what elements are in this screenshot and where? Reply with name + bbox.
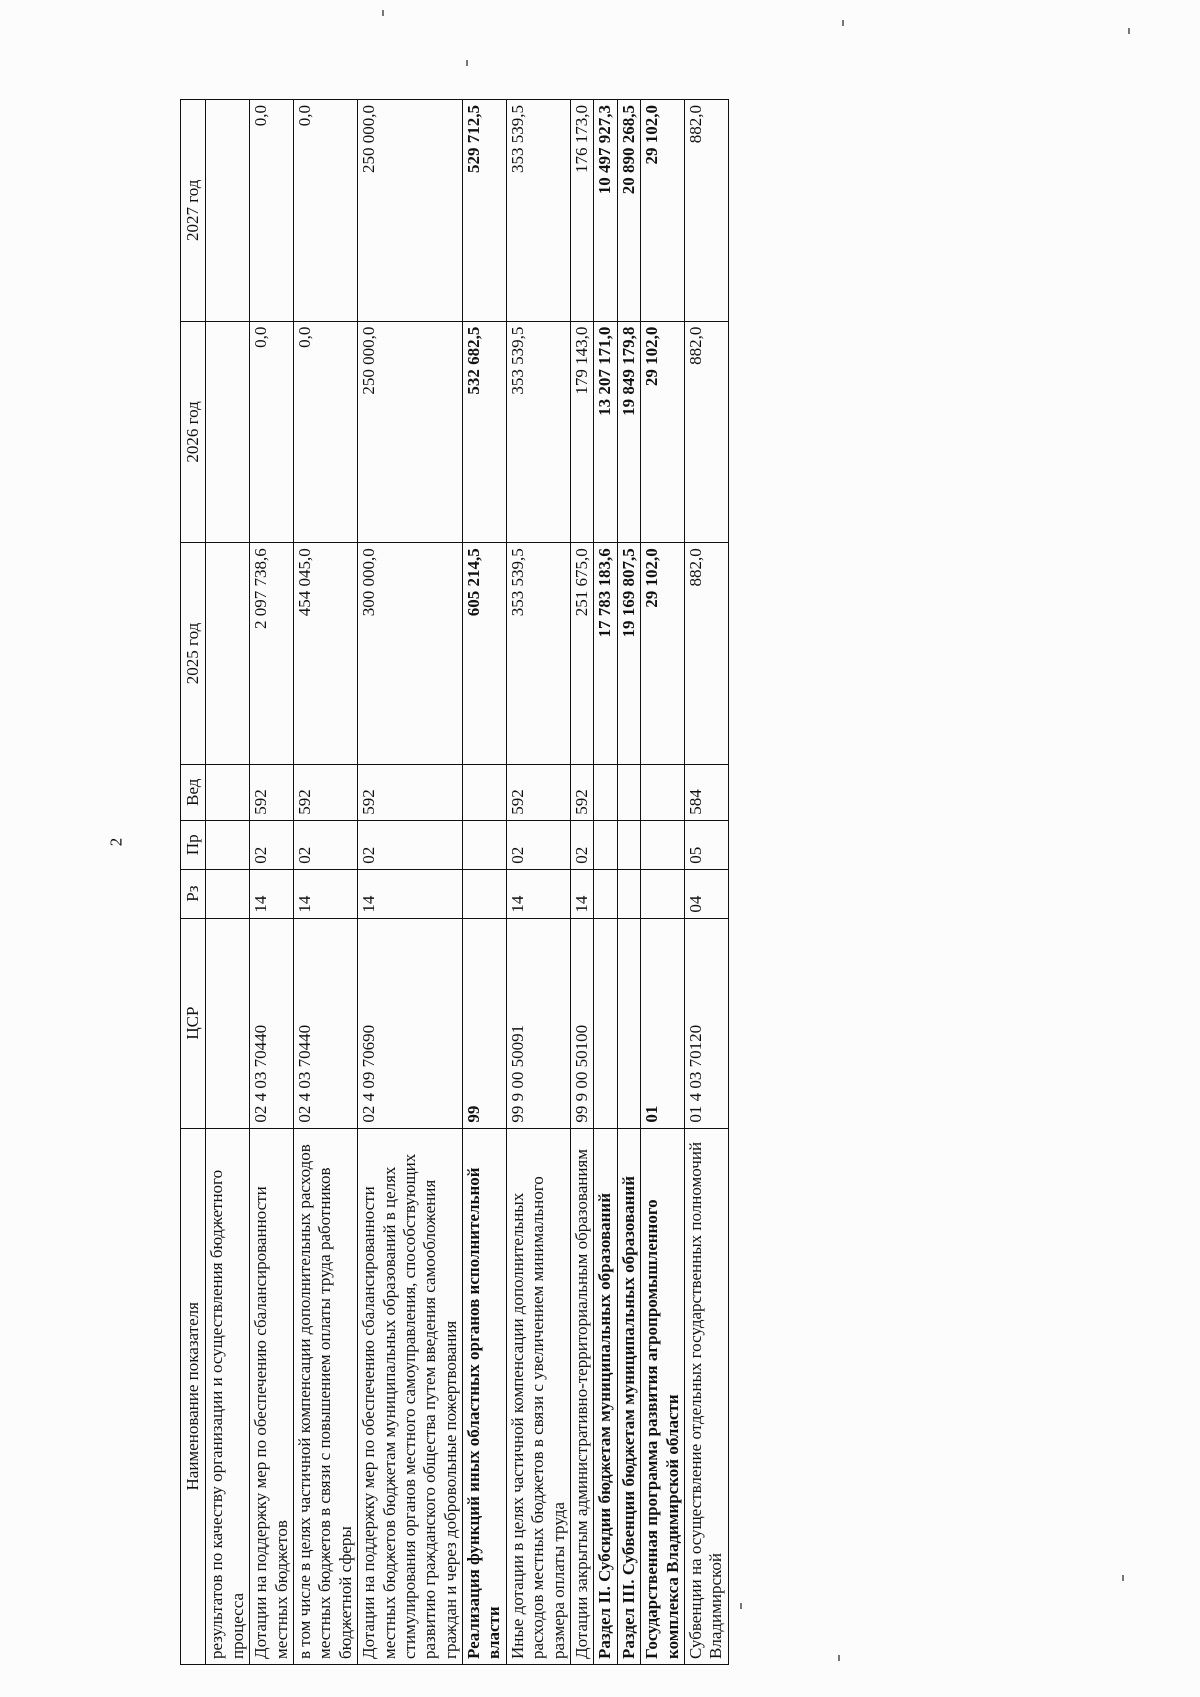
cell-ved: 592 — [506, 764, 570, 820]
cell-y2027: 0,0 — [293, 100, 357, 322]
cell-rz — [594, 869, 617, 918]
cell-ved — [463, 764, 507, 820]
cell-name: Дотации на поддержку мер по обеспечению сбалансированности местных бюджетов — [250, 1128, 294, 1664]
cell-csr — [617, 918, 640, 1128]
cell-rz: 14 — [506, 869, 570, 918]
cell-csr: 99 — [463, 918, 507, 1128]
cell-rz — [206, 869, 250, 918]
cell-y2026 — [206, 321, 250, 543]
cell-pr — [617, 820, 640, 869]
cell-y2027 — [206, 100, 250, 322]
cell-y2025: 19 169 807,5 — [617, 543, 640, 765]
cell-name: Иные дотации в целях частичной компенсации дополнительных расходов местных бюджетов в связи с увеличением минимального размера оплаты труда — [506, 1128, 570, 1664]
cell-name: Дотации на поддержку мер по обеспечению сбалансированности местных бюджетов бюджетам муниципальных образований в целях стимулирования органов местного самоуправления, способствующих развитию гражданского общества путем введения самообложения граждан и через добровольные пожертвования — [358, 1128, 463, 1664]
cell-rz — [641, 869, 685, 918]
cell-csr: 02 4 03 70440 — [250, 918, 294, 1128]
cell-y2026: 29 102,0 — [641, 321, 685, 543]
scan-speck — [740, 1603, 742, 1609]
cell-rz: 14 — [293, 869, 357, 918]
cell-y2025: 251 675,0 — [571, 543, 594, 765]
table-row — [684, 100, 728, 1665]
header-2026: 2026 год — [181, 321, 206, 543]
cell-y2027: 29 102,0 — [641, 100, 685, 322]
cell-csr: 02 4 09 70690 — [358, 918, 463, 1128]
cell-y2025 — [206, 543, 250, 765]
cell-ved — [617, 764, 640, 820]
cell-y2025: 882,0 — [684, 543, 728, 765]
budget-table — [180, 99, 729, 1665]
table-row — [250, 100, 294, 1665]
cell-name: Государственная программа развития агропромышленного комплекса Владимирской области — [641, 1128, 685, 1664]
header-ved: Вед — [181, 764, 206, 820]
cell-pr: 02 — [358, 820, 463, 869]
cell-pr — [206, 820, 250, 869]
cell-y2026: 0,0 — [250, 321, 294, 543]
cell-pr: 02 — [571, 820, 594, 869]
cell-y2027: 882,0 — [684, 100, 728, 322]
cell-ved — [641, 764, 685, 820]
table-row — [571, 100, 594, 1665]
cell-rz: 14 — [250, 869, 294, 918]
scan-speck — [842, 20, 844, 26]
scan-speck — [1128, 28, 1130, 34]
header-csr: ЦСР — [181, 918, 206, 1128]
cell-pr — [594, 820, 617, 869]
cell-y2025: 605 214,5 — [463, 543, 507, 765]
cell-csr — [206, 918, 250, 1128]
cell-ved — [594, 764, 617, 820]
cell-pr: 02 — [250, 820, 294, 869]
cell-name: Субвенции на осуществление отдельных государственных полномочий Владимирской — [684, 1128, 728, 1664]
cell-y2025: 29 102,0 — [641, 543, 685, 765]
cell-y2026: 19 849 179,8 — [617, 321, 640, 543]
cell-pr: 02 — [506, 820, 570, 869]
cell-y2026: 532 682,5 — [463, 321, 507, 543]
cell-y2026: 250 000,0 — [358, 321, 463, 543]
cell-pr: 02 — [293, 820, 357, 869]
header-2027: 2027 год — [181, 100, 206, 322]
cell-y2027: 353 539,5 — [506, 100, 570, 322]
cell-rz: 04 — [684, 869, 728, 918]
cell-y2027: 10 497 927,3 — [594, 100, 617, 322]
cell-y2026: 13 207 171,0 — [594, 321, 617, 543]
cell-y2026: 882,0 — [684, 321, 728, 543]
cell-y2027: 250 000,0 — [358, 100, 463, 322]
cell-y2025: 17 783 183,6 — [594, 543, 617, 765]
cell-csr: 01 — [641, 918, 685, 1128]
cell-pr: 05 — [684, 820, 728, 869]
cell-csr: 99 9 00 50091 — [506, 918, 570, 1128]
table-row — [206, 100, 250, 1665]
scan-speck — [466, 60, 468, 66]
cell-name: Раздел III. Субвенции бюджетам муниципальных образований — [617, 1128, 640, 1664]
cell-y2026: 353 539,5 — [506, 321, 570, 543]
table-row — [594, 100, 617, 1665]
table-row — [463, 100, 507, 1665]
cell-csr: 01 4 03 70120 — [684, 918, 728, 1128]
rotated-table-wrapper — [180, 99, 1125, 1665]
cell-ved: 592 — [571, 764, 594, 820]
header-2025: 2025 год — [181, 543, 206, 765]
cell-ved: 592 — [293, 764, 357, 820]
table-row — [293, 100, 357, 1665]
cell-name: результатов по качеству организации и осуществления бюджетного процесса — [206, 1128, 250, 1664]
header-rz: Рз — [181, 869, 206, 918]
cell-pr — [641, 820, 685, 869]
cell-pr — [463, 820, 507, 869]
cell-rz — [617, 869, 640, 918]
cell-y2027: 20 890 268,5 — [617, 100, 640, 322]
cell-y2027: 176 173,0 — [571, 100, 594, 322]
table-header-row — [181, 100, 206, 1665]
cell-ved — [206, 764, 250, 820]
cell-csr: 02 4 03 70440 — [293, 918, 357, 1128]
cell-ved: 592 — [358, 764, 463, 820]
cell-rz — [463, 869, 507, 918]
cell-ved: 584 — [684, 764, 728, 820]
cell-ved: 592 — [250, 764, 294, 820]
table-body — [206, 100, 728, 1665]
scan-speck — [382, 10, 384, 16]
cell-y2027: 0,0 — [250, 100, 294, 322]
cell-name: Дотации закрытым административно-территориальным образованиям — [571, 1128, 594, 1664]
cell-csr: 99 9 00 50100 — [571, 918, 594, 1128]
cell-y2025: 454 045,0 — [293, 543, 357, 765]
scan-speck — [1122, 1575, 1124, 1581]
cell-y2025: 300 000,0 — [358, 543, 463, 765]
cell-name: Реализация функций иных областных органов исполнительной власти — [463, 1128, 507, 1664]
page-number: 2 — [106, 837, 126, 847]
table-row — [617, 100, 640, 1665]
cell-y2026: 0,0 — [293, 321, 357, 543]
header-pr: Пр — [181, 820, 206, 869]
cell-rz: 14 — [571, 869, 594, 918]
table-row — [358, 100, 463, 1665]
cell-rz: 14 — [358, 869, 463, 918]
cell-y2025: 353 539,5 — [506, 543, 570, 765]
cell-y2027: 529 712,5 — [463, 100, 507, 322]
cell-name: Раздел II. Субсидии бюджетам муниципальных образований — [594, 1128, 617, 1664]
cell-y2025: 2 097 738,6 — [250, 543, 294, 765]
cell-y2026: 179 143,0 — [571, 321, 594, 543]
scan-speck — [838, 1655, 840, 1661]
cell-csr — [594, 918, 617, 1128]
header-name: Наименование показателя — [181, 1128, 206, 1664]
table-row — [506, 100, 570, 1665]
cell-name: в том числе в целях частичной компенсации дополнительных расходов местных бюджетов в связи с повышением оплаты труда работников бюджетной сферы — [293, 1128, 357, 1664]
table-row — [641, 100, 685, 1665]
